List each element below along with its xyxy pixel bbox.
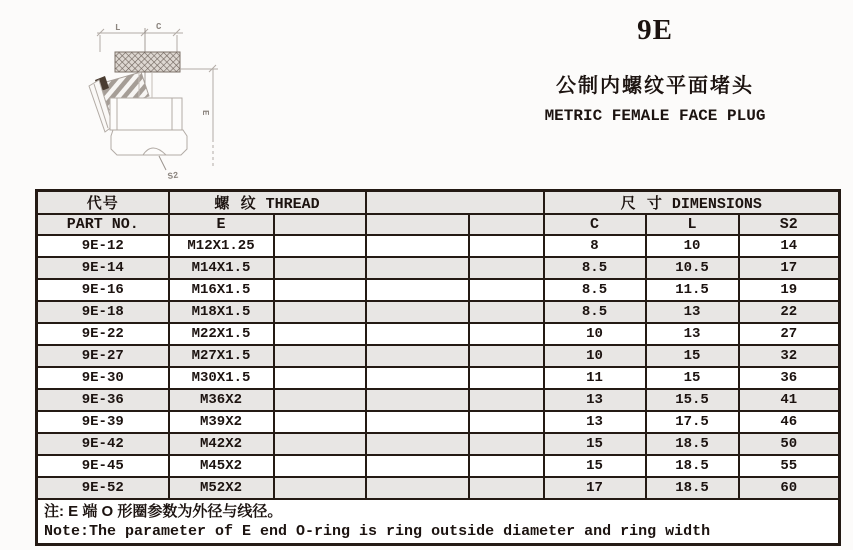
blank-cell xyxy=(366,279,469,301)
dim-c-cell: 13 xyxy=(544,389,646,411)
dim-c-cell: 8.5 xyxy=(544,257,646,279)
part-no-cell: 9E-22 xyxy=(37,323,169,345)
part-no-cell: 9E-30 xyxy=(37,367,169,389)
blank-cell xyxy=(469,389,544,411)
s2-leader-line xyxy=(159,156,166,170)
blank-cell xyxy=(274,279,366,301)
blank-cell xyxy=(274,367,366,389)
dim-l-cell: 18.5 xyxy=(646,477,739,499)
blank-cell xyxy=(366,477,469,499)
top-dimension-lines xyxy=(97,29,183,52)
col-header-blank-1 xyxy=(274,214,366,235)
dim-s2-cell: 55 xyxy=(739,455,840,477)
dim-s2-cell: 46 xyxy=(739,411,840,433)
dim-l-cell: 15 xyxy=(646,367,739,389)
blank-cell xyxy=(469,235,544,257)
dim-c-cell: 10 xyxy=(544,345,646,367)
dim-label-s2: S2 xyxy=(167,170,180,182)
note-text-cn: 注: E 端 O 形圈参数为外径与线径。 xyxy=(44,503,283,520)
dim-s2-cell: 60 xyxy=(739,477,840,499)
col-header-l: L xyxy=(646,214,739,235)
blank-cell xyxy=(366,323,469,345)
thread-cell: M52X2 xyxy=(169,477,274,499)
hex-section xyxy=(111,130,187,155)
blank-cell xyxy=(274,389,366,411)
dim-c-cell: 10 xyxy=(544,323,646,345)
blank-cell xyxy=(274,477,366,499)
col-header-c: C xyxy=(544,214,646,235)
table-row xyxy=(37,279,840,301)
col-header-thread: 螺 纹 THREAD xyxy=(169,191,366,215)
col-header-part-no-en: PART NO. xyxy=(37,214,169,235)
dim-l-cell: 15.5 xyxy=(646,389,739,411)
dim-l-cell: 18.5 xyxy=(646,455,739,477)
part-no-cell: 9E-52 xyxy=(37,477,169,499)
blank-cell xyxy=(469,433,544,455)
note-text-en: Note:The parameter of E end O-ring is ring outside diameter and ring width xyxy=(44,522,711,540)
dim-c-cell: 15 xyxy=(544,455,646,477)
part-no-cell: 9E-12 xyxy=(37,235,169,257)
table-row xyxy=(37,433,840,455)
table-row xyxy=(37,389,840,411)
blank-cell xyxy=(366,301,469,323)
dim-label-l: L xyxy=(115,23,121,33)
dim-c-cell: 8.5 xyxy=(544,301,646,323)
blank-cell xyxy=(274,345,366,367)
dim-s2-cell: 50 xyxy=(739,433,840,455)
table-body xyxy=(37,235,840,499)
dim-label-e: E xyxy=(200,110,210,116)
dim-l-cell: 17.5 xyxy=(646,411,739,433)
blank-cell xyxy=(469,301,544,323)
table-row xyxy=(37,367,840,389)
blank-cell xyxy=(274,455,366,477)
table-row xyxy=(37,455,840,477)
dim-c-cell: 11 xyxy=(544,367,646,389)
thread-cell: M42X2 xyxy=(169,433,274,455)
dim-l-cell: 10 xyxy=(646,235,739,257)
blank-cell xyxy=(274,301,366,323)
crosshatch-cap xyxy=(115,52,180,72)
dim-c-cell: 13 xyxy=(544,411,646,433)
col-header-blank-2 xyxy=(366,214,469,235)
dim-l-cell: 13 xyxy=(646,323,739,345)
dim-s2-cell: 19 xyxy=(739,279,840,301)
model-code: 9E xyxy=(637,14,673,46)
product-title-en: METRIC FEMALE FACE PLUG xyxy=(544,107,766,125)
thread-cell: M14X1.5 xyxy=(169,257,274,279)
blank-cell xyxy=(366,389,469,411)
technical-drawing xyxy=(55,8,265,186)
col-header-part-no-cn: 代号 xyxy=(37,191,169,215)
col-header-blank xyxy=(366,191,544,215)
dim-l-cell: 13 xyxy=(646,301,739,323)
blank-cell xyxy=(469,323,544,345)
thread-cell: M45X2 xyxy=(169,455,274,477)
dim-s2-cell: 22 xyxy=(739,301,840,323)
col-header-e: E xyxy=(169,214,274,235)
part-no-cell: 9E-45 xyxy=(37,455,169,477)
thread-cell: M12X1.25 xyxy=(169,235,274,257)
blank-cell xyxy=(366,411,469,433)
blank-cell xyxy=(469,345,544,367)
dim-s2-cell: 14 xyxy=(739,235,840,257)
blank-cell xyxy=(366,257,469,279)
dim-l-cell: 18.5 xyxy=(646,433,739,455)
part-no-cell: 9E-42 xyxy=(37,433,169,455)
blank-cell xyxy=(366,345,469,367)
blank-cell xyxy=(469,477,544,499)
blank-cell xyxy=(274,257,366,279)
header-row-1 xyxy=(37,191,840,215)
spec-table-wrap xyxy=(35,189,841,546)
dim-s2-cell: 17 xyxy=(739,257,840,279)
blank-cell xyxy=(469,279,544,301)
thread-cell: M22X1.5 xyxy=(169,323,274,345)
thread-cell: M16X1.5 xyxy=(169,279,274,301)
table-row xyxy=(37,257,840,279)
part-no-cell: 9E-39 xyxy=(37,411,169,433)
dim-s2-cell: 27 xyxy=(739,323,840,345)
blank-cell xyxy=(274,411,366,433)
dim-s2-cell: 32 xyxy=(739,345,840,367)
note-cell xyxy=(37,499,840,545)
thread-cell: M27X1.5 xyxy=(169,345,274,367)
plug-section-drawing xyxy=(55,8,265,186)
dim-s2-cell: 41 xyxy=(739,389,840,411)
dim-l-cell: 10.5 xyxy=(646,257,739,279)
col-header-dimensions: 尺 寸 DIMENSIONS xyxy=(544,191,840,215)
blank-cell xyxy=(366,235,469,257)
blank-cell xyxy=(366,433,469,455)
blank-cell xyxy=(274,323,366,345)
thread-cell: M39X2 xyxy=(169,411,274,433)
blank-cell xyxy=(469,257,544,279)
dim-c-cell: 15 xyxy=(544,433,646,455)
dim-c-cell: 8.5 xyxy=(544,279,646,301)
table-row xyxy=(37,411,840,433)
table-row xyxy=(37,235,840,257)
spec-table xyxy=(35,189,841,546)
part-no-cell: 9E-27 xyxy=(37,345,169,367)
col-header-blank-3 xyxy=(469,214,544,235)
dim-l-cell: 15 xyxy=(646,345,739,367)
blank-cell xyxy=(274,235,366,257)
blank-cell xyxy=(469,455,544,477)
dim-label-c: C xyxy=(156,22,162,32)
title-block xyxy=(505,14,805,125)
thread-cell: M18X1.5 xyxy=(169,301,274,323)
product-title-cn: 公制内螺纹平面堵头 xyxy=(556,75,754,97)
blank-cell xyxy=(469,411,544,433)
table-row xyxy=(37,477,840,499)
blank-cell xyxy=(469,367,544,389)
table-row xyxy=(37,301,840,323)
blank-cell xyxy=(366,367,469,389)
thread-cell: M36X2 xyxy=(169,389,274,411)
note-row xyxy=(37,499,840,545)
blank-cell xyxy=(366,455,469,477)
part-no-cell: 9E-16 xyxy=(37,279,169,301)
table-row xyxy=(37,345,840,367)
part-no-cell: 9E-36 xyxy=(37,389,169,411)
part-no-cell: 9E-18 xyxy=(37,301,169,323)
dim-c-cell: 8 xyxy=(544,235,646,257)
blank-cell xyxy=(274,433,366,455)
table-row xyxy=(37,323,840,345)
dim-c-cell: 17 xyxy=(544,477,646,499)
thread-cell: M30X1.5 xyxy=(169,367,274,389)
part-no-cell: 9E-14 xyxy=(37,257,169,279)
dim-s2-cell: 36 xyxy=(739,367,840,389)
col-header-s2: S2 xyxy=(739,214,840,235)
header-row-2 xyxy=(37,214,840,235)
dim-l-cell: 11.5 xyxy=(646,279,739,301)
